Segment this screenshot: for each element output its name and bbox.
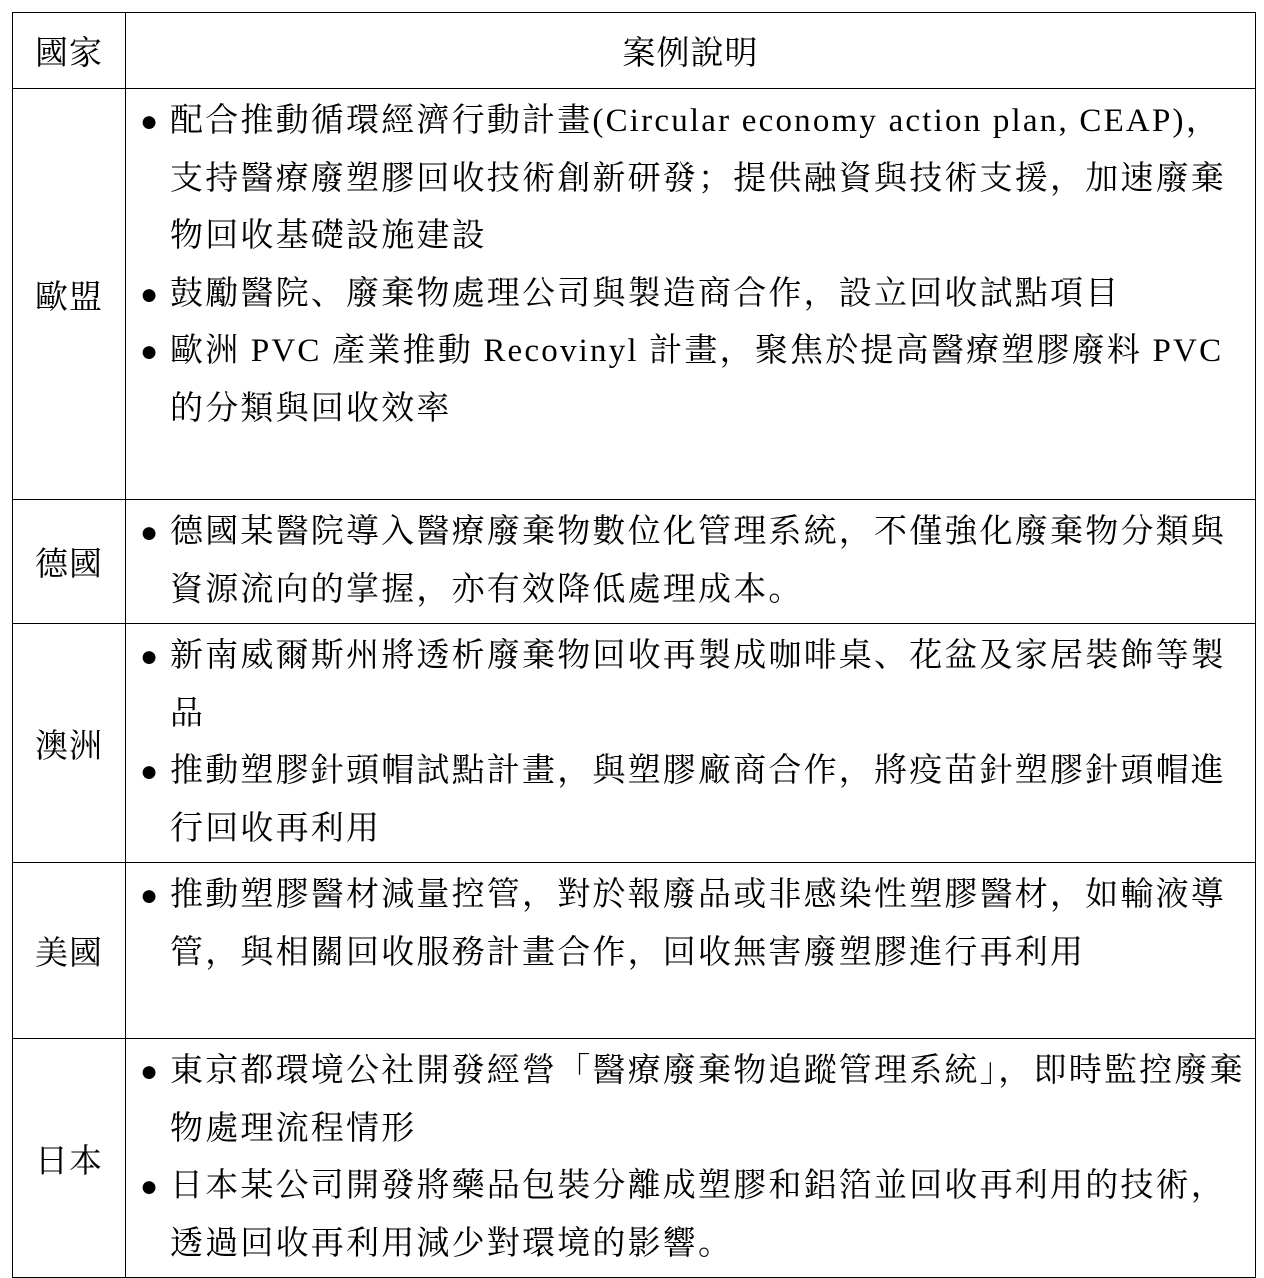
- list-item-text: 日本某公司開發將藥品包裝分離成塑膠和鋁箔並回收再利用的技術，透過回收再利用減少對環境的影響。: [170, 1168, 1226, 1262]
- table-row-de: [13, 500, 1256, 624]
- table-row-eu: [13, 89, 1256, 500]
- table-row-jp: [13, 1039, 1256, 1278]
- header-description: 案例說明: [126, 13, 1256, 89]
- table-row-au: [13, 624, 1256, 863]
- bullet-icon: ●: [140, 277, 159, 311]
- list-item: [140, 266, 1247, 324]
- description-cell: [126, 863, 1256, 1039]
- list-item: [140, 323, 1247, 438]
- country-cell: 美國: [13, 863, 126, 1039]
- list-item: [140, 504, 1247, 619]
- list-item: [140, 1158, 1247, 1273]
- bullet-icon: ●: [140, 879, 159, 912]
- bullet-icon: ●: [140, 516, 159, 549]
- list-item-text: 配合推動循環經濟行動計畫(Circular economy action plan, CEAP)，支持醫療廢塑膠回收技術創新研發；提供融資與技術支援，加速廢棄物回收基礎設施建設: [170, 103, 1226, 254]
- list-item-text: 推動塑膠針頭帽試點計畫，與塑膠廠商合作，將疫苗針塑膠針頭帽進行回收再利用: [170, 753, 1226, 847]
- bullet-icon: ●: [140, 640, 159, 673]
- country-cell: 日本: [13, 1039, 126, 1278]
- country-cell: 澳洲: [13, 624, 126, 863]
- list-item: [140, 1043, 1247, 1158]
- list-item-text: 推動塑膠醫材減量控管，對於報廢品或非感染性塑膠醫材，如輸液導管，與相關回收服務計畫合作，回收無害廢塑膠進行再利用: [170, 877, 1226, 971]
- list-item: [140, 867, 1247, 982]
- bullet-icon: ●: [140, 1055, 159, 1088]
- header-country: 國家: [13, 13, 126, 89]
- description-cell: [126, 89, 1256, 500]
- list-item: [140, 743, 1247, 858]
- country-cell: 歐盟: [13, 89, 126, 500]
- bullet-icon: ●: [140, 755, 159, 788]
- country-cell: 德國: [13, 500, 126, 624]
- list-item-text: 德國某醫院導入醫療廢棄物數位化管理系統，不僅強化廢棄物分類與資源流向的掌握，亦有效降低處理成本。: [170, 514, 1226, 608]
- list-item: [140, 93, 1247, 266]
- table-row-us: [13, 863, 1256, 1039]
- bullet-icon: ●: [140, 335, 159, 368]
- table-header-row: [13, 13, 1256, 89]
- description-cell: [126, 1039, 1256, 1278]
- bullet-icon: ●: [140, 105, 159, 138]
- description-cell: [126, 500, 1256, 624]
- list-item: [140, 628, 1247, 743]
- list-item-text: 東京都環境公社開發經營「醫療廢棄物追蹤管理系統」，即時監控廢棄物處理流程情形: [170, 1053, 1245, 1147]
- list-item-text: 新南威爾斯州將透析廢棄物回收再製成咖啡桌、花盆及家居裝飾等製品: [170, 638, 1226, 732]
- list-item-text: 鼓勵醫院、廢棄物處理公司與製造商合作，設立回收試點項目: [170, 275, 1121, 312]
- description-cell: [126, 624, 1256, 863]
- list-item-text: 歐洲 PVC 產業推動 Recovinyl 計畫，聚焦於提高醫療塑膠廢料 PVC 的分類與回收效率: [170, 333, 1224, 427]
- case-table: [12, 12, 1256, 1278]
- bullet-icon: ●: [140, 1170, 159, 1203]
